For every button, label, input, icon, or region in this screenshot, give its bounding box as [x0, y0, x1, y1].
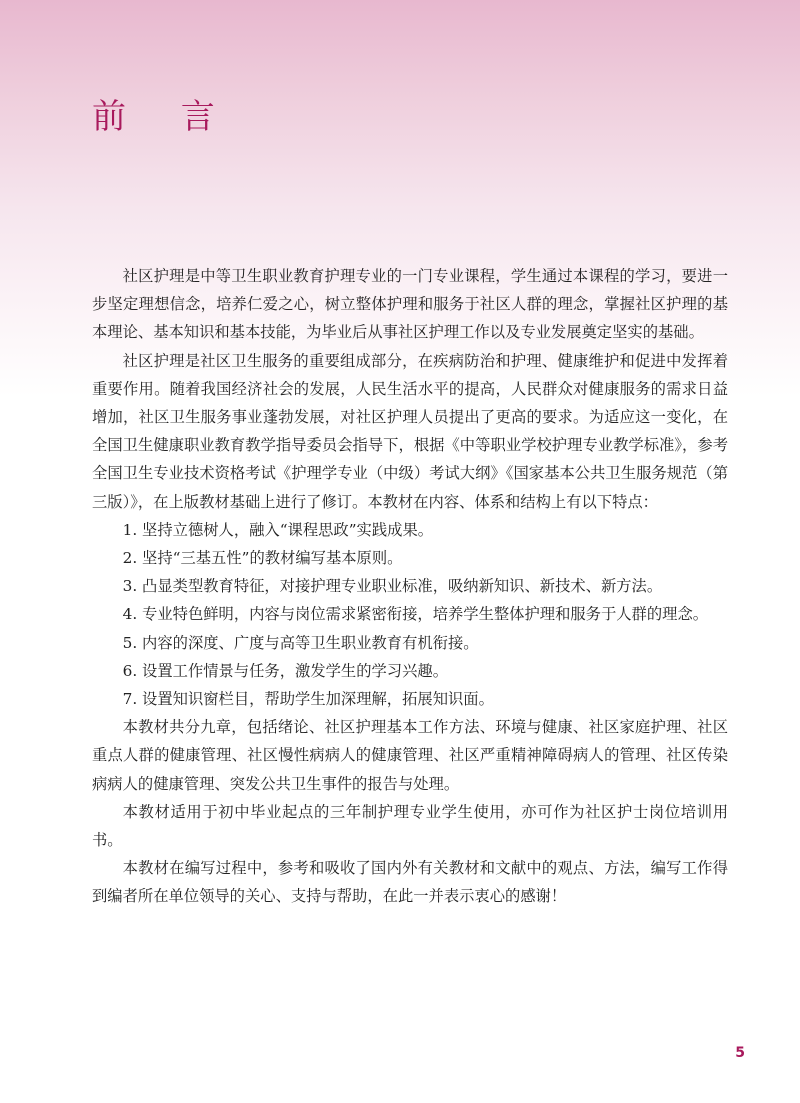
- list-item: 1. 坚持立德树人，融入“课程思政”实践成果。: [122, 520, 434, 539]
- paragraph: 社区护理是社区卫生服务的重要组成部分，在疾病防治和护理、健康维护和促进中发挥着重要作用。随着我国经济社会的发展，人民生活水平的提高，人民群众对健康服务的需求日益增加，社区卫生服务事业蓬勃发展，对社区护理人员提出了更高的要求。为适应这一变化，在全国卫生健康职业教育教学指导委员会指导下，根据《中等职业学校护理专业教学标准》，参考全国卫生专业技术资格考试《护理学专业（中级）考试大纲》《国家基本公共卫生服务规范（第三版）》，在上版教材基础上进行了修订。本教材在内容、体系和结构上有以下特点：: [92, 351, 728, 511]
- list-item: 3. 凸显类型教育特征，对接护理专业职业标准，吸纳新知识、新技术、新方法。: [122, 577, 663, 596]
- paragraph: 社区护理是中等卫生职业教育护理专业的一门专业课程，学生通过本课程的学习，要进一步坚定理想信念，培养仁爱之心，树立整体护理和服务于社区人群的理念，掌握社区护理的基本理论、基本知识和基本技能，为毕业后从事社区护理工作以及专业发展奠定坚实的基础。: [92, 267, 728, 342]
- list-item: 4. 专业特色鲜明，内容与岗位需求紧密衔接，培养学生整体护理和服务于人群的理念。: [122, 605, 709, 624]
- list-item: 7. 设置知识窗栏目，帮助学生加深理解，拓展知识面。: [122, 690, 494, 709]
- paragraph: 本教材适用于初中毕业起点的三年制护理专业学生使用，亦可作为社区护士岗位培训用书。: [92, 802, 728, 850]
- page-title: 前 言: [92, 97, 237, 137]
- list-item: 6. 设置工作情景与任务，激发学生的学习兴趣。: [122, 661, 448, 680]
- paragraph: 本教材共分九章，包括绪论、社区护理基本工作方法、环境与健康、社区家庭护理、社区重点人群的健康管理、社区慢性病病人的健康管理、社区严重精神障碍病人的管理、社区传染病病人的健康管理、突发公共卫生事件的报告与处理。: [92, 718, 728, 793]
- preface-body: [92, 262, 728, 911]
- page-number: 5: [735, 1045, 745, 1061]
- list-item: 2. 坚持“三基五性”的教材编写基本原则。: [122, 549, 403, 568]
- paragraph: 本教材在编写过程中，参考和吸收了国内外有关教材和文献中的观点、方法，编写工作得到编者所在单位领导的关心、支持与帮助，在此一并表示衷心的感谢！: [92, 859, 728, 906]
- list-item: 5. 内容的深度、广度与高等卫生职业教育有机衔接。: [122, 633, 479, 652]
